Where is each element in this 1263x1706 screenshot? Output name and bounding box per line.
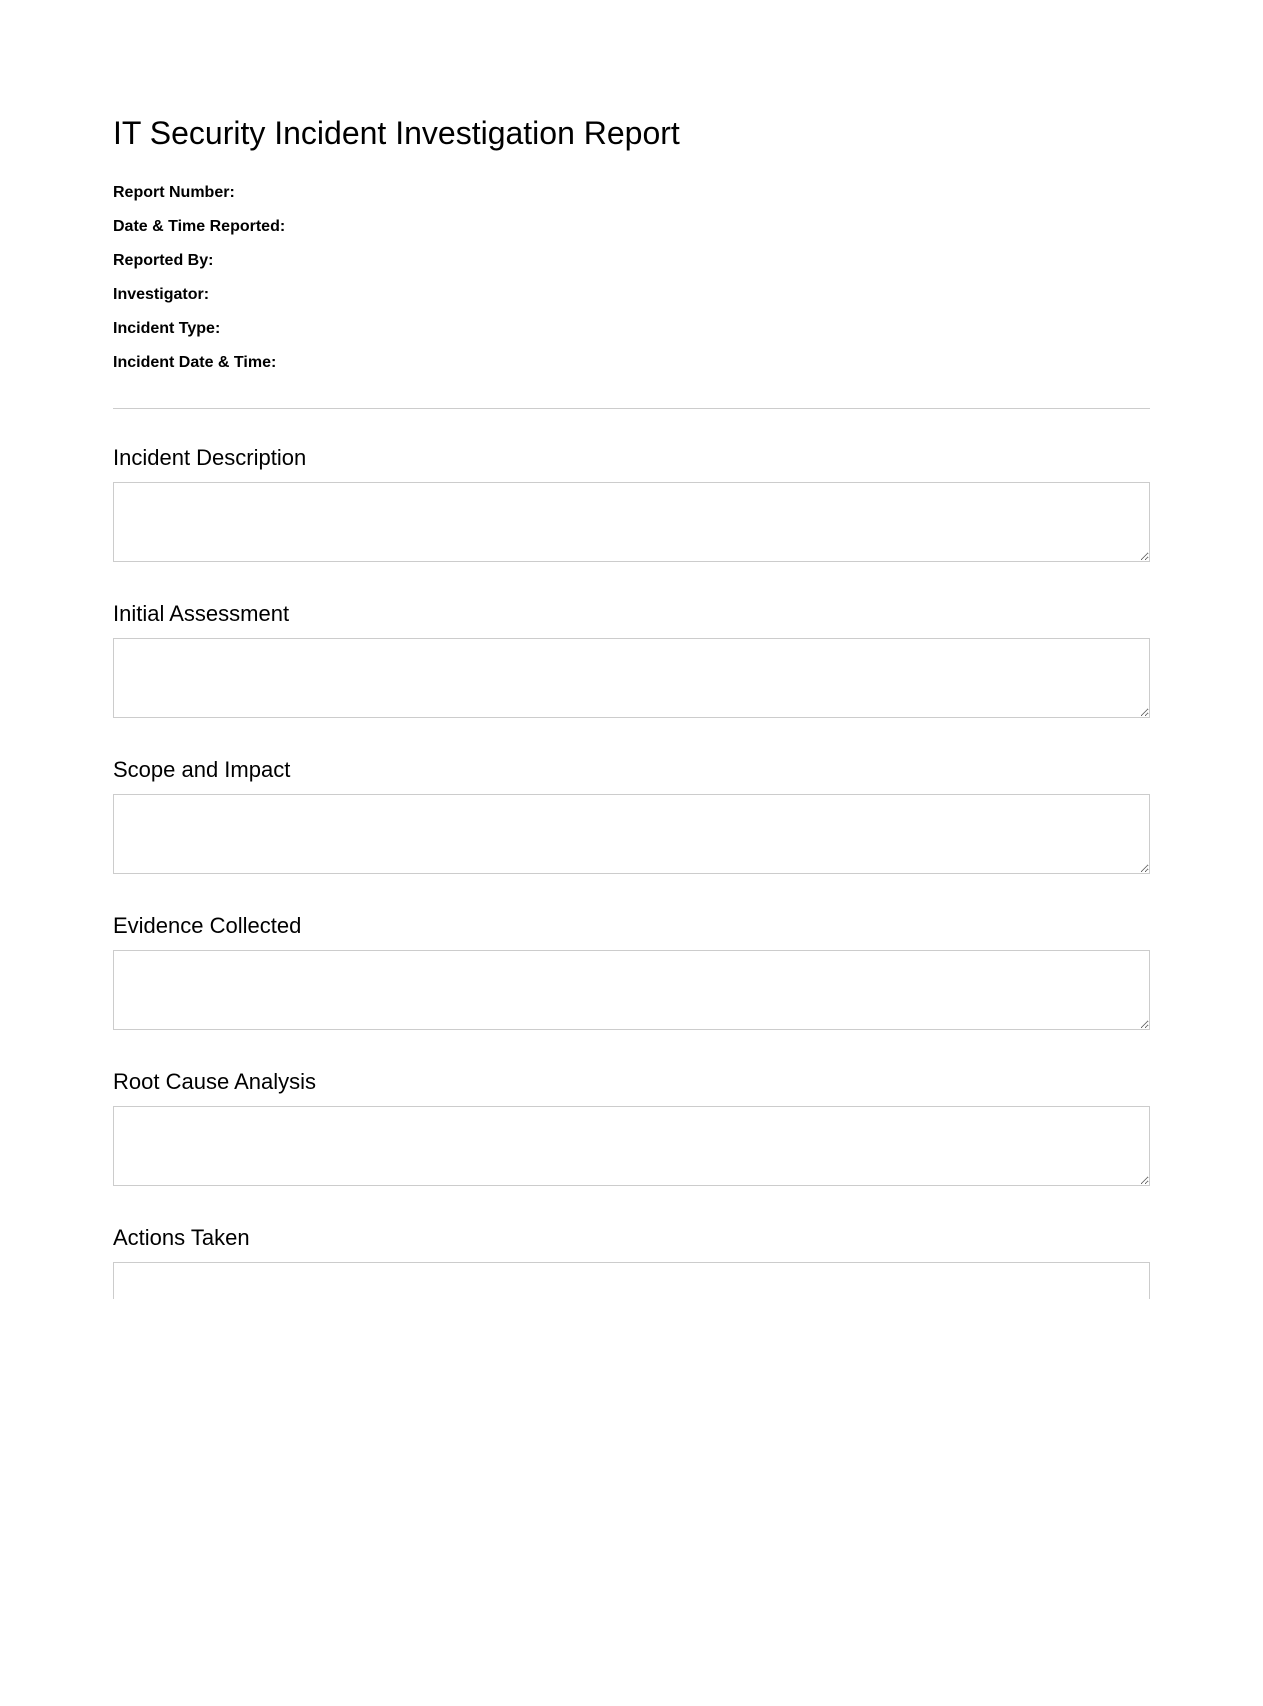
actions-taken-textarea[interactable]: [113, 1262, 1150, 1299]
meta-date-time-reported: Date & Time Reported:: [113, 218, 286, 235]
incident-description-textarea[interactable]: [113, 482, 1150, 562]
section-heading: Evidence Collected: [113, 913, 302, 938]
section-heading: Actions Taken: [113, 1225, 250, 1250]
evidence-collected-textarea[interactable]: [113, 950, 1150, 1030]
section-heading: Incident Description: [113, 445, 307, 470]
section-heading: Scope and Impact: [113, 757, 291, 782]
initial-assessment-textarea[interactable]: [113, 638, 1150, 718]
report-meta-fields: [113, 184, 285, 388]
meta-investigator: Investigator:: [113, 286, 210, 303]
scope-and-impact-textarea[interactable]: [113, 794, 1150, 874]
meta-incident-date-time: Incident Date & Time:: [113, 354, 277, 371]
page-title: IT Security Incident Investigation Report: [113, 115, 680, 151]
meta-incident-type: Incident Type:: [113, 320, 221, 337]
meta-reported-by: Reported By:: [113, 252, 214, 269]
root-cause-analysis-textarea[interactable]: [113, 1106, 1150, 1186]
section-heading: Initial Assessment: [113, 601, 290, 626]
meta-report-number: Report Number:: [113, 184, 235, 201]
section-divider: [113, 408, 1150, 409]
section-heading: Root Cause Analysis: [113, 1069, 316, 1094]
